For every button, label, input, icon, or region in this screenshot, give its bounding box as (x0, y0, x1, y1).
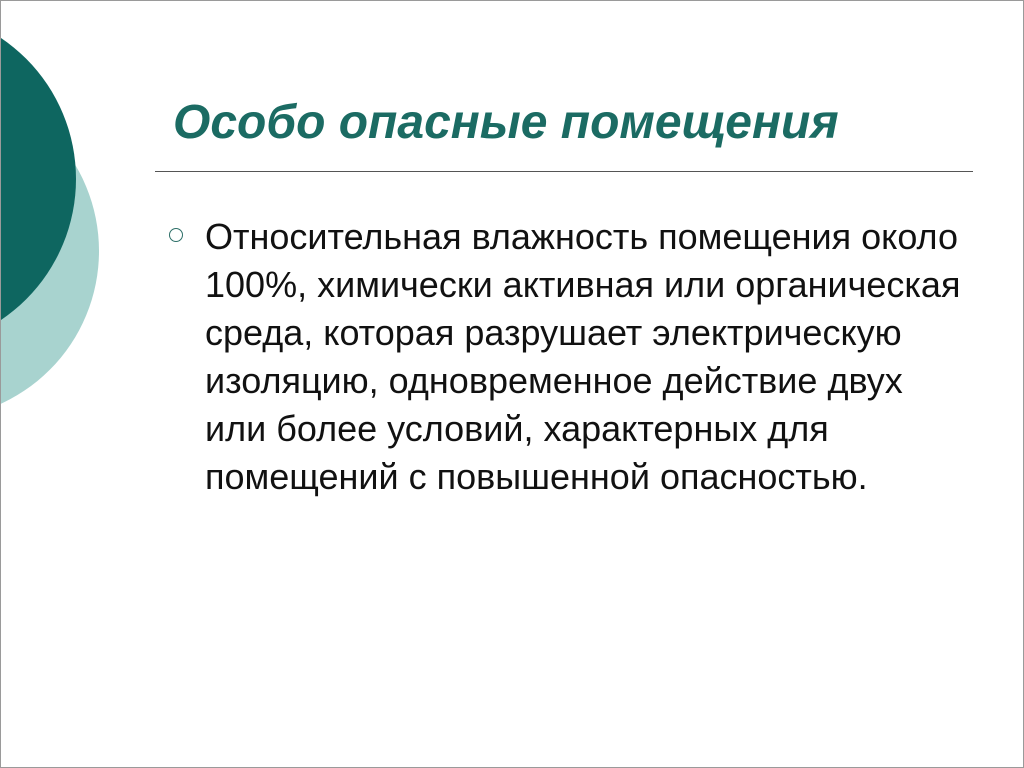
hollow-circle-bullet-icon (169, 228, 183, 242)
title-divider (155, 171, 973, 172)
decorative-circles (1, 1, 141, 421)
slide-title: Особо опасные помещения (173, 96, 839, 149)
bullet-list (167, 213, 967, 501)
bullet-text: Относительная влажность помещения около 100%, химически активная или органическая среда, которая разрушает электрическую изоляцию, одновременное действие двух или более условий, характерных для помещений с повышенной опасностью. (205, 216, 961, 497)
bullet-item (167, 213, 967, 501)
